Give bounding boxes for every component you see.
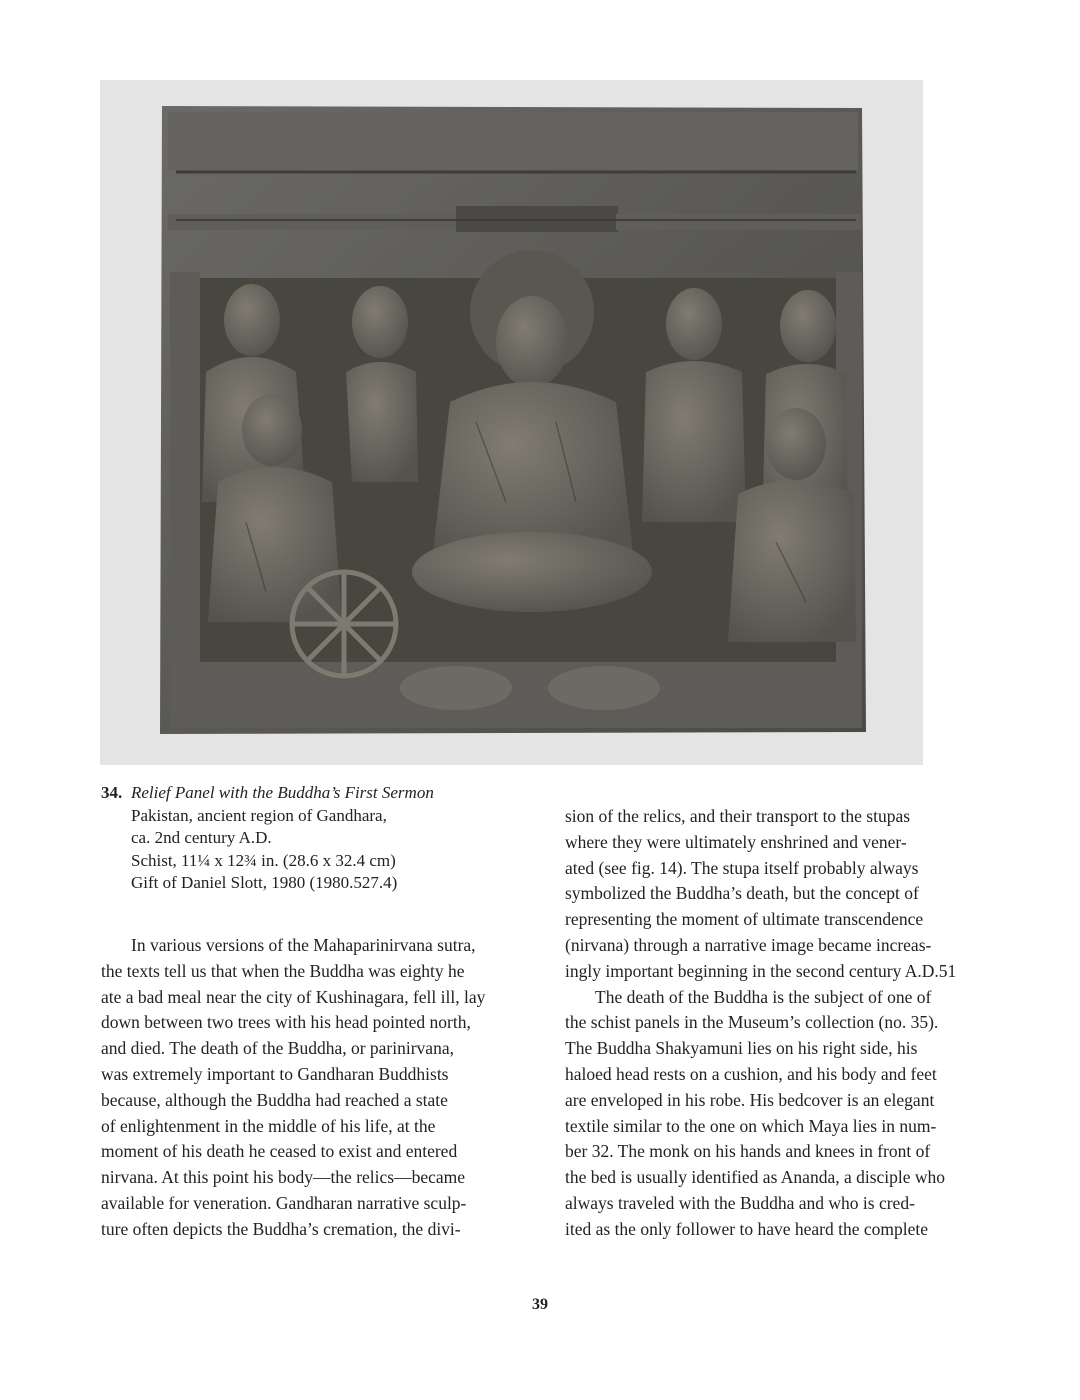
text-line: the texts tell us that when the Buddha was eighty he — [101, 960, 465, 981]
figure-photo — [100, 80, 923, 765]
text-line: are enveloped in his robe. His bedcover is an elegant — [565, 1089, 935, 1110]
text-line: ated (see fig. 14). The stupa itself probably always — [565, 857, 919, 878]
text-line: The Buddha Shakyamuni lies on his right side, his — [565, 1038, 918, 1059]
caption-line: Pakistan, ancient region of Gandhara, — [131, 805, 387, 825]
figure-number: 34. — [101, 783, 123, 802]
text-line: because, although the Buddha had reached a state — [101, 1089, 448, 1110]
caption-line: Schist, 11¼ x 12¾ in. (28.6 x 32.4 cm) — [131, 850, 396, 870]
figure-title: Relief Panel with the Buddha’s First Sermon — [131, 783, 434, 802]
text-line: of enlightenment in the middle of his life, at the — [101, 1115, 436, 1136]
caption-line: ca. 2nd century A.D. — [131, 828, 272, 847]
text-line: ate a bad meal near the city of Kushinagara, fell ill, lay — [101, 986, 486, 1007]
text-line: available for veneration. Gandharan narrative sculp- — [101, 1192, 467, 1213]
text-line: where they were ultimately enshrined and vener- — [565, 831, 907, 852]
text-line: textile similar to the one on which Maya lies in num- — [565, 1115, 937, 1136]
text-line: moment of his death he ceased to exist and entered — [101, 1141, 458, 1162]
text-line: was extremely important to Gandharan Buddhists — [101, 1063, 449, 1084]
caption-line: Gift of Daniel Slott, 1980 (1980.527.4) — [131, 873, 398, 892]
text-line: ture often depicts the Buddha’s cremation, the divi- — [101, 1218, 461, 1239]
text-line: down between two trees with his head pointed north, — [101, 1012, 471, 1033]
text-line: and died. The death of the Buddha, or parinirvana, — [101, 1038, 454, 1059]
text-line: the bed is usually identified as Ananda, a disciple who — [565, 1167, 946, 1188]
text-line: The death of the Buddha is the subject of one of — [595, 986, 932, 1007]
text-line: In various versions of the Mahaparinirvana sutra, — [131, 935, 476, 955]
text-line: ingly important beginning in the second century A.D.51 — [565, 960, 957, 981]
body-text-right-column — [565, 804, 983, 1243]
page-number: 39 — [532, 1296, 548, 1313]
figure-caption — [101, 782, 541, 895]
text-line: ited as the only follower to have heard the complete — [565, 1218, 928, 1239]
text-line: always traveled with the Buddha and who is cred- — [565, 1192, 915, 1213]
text-line: sion of the relics, and their transport to the stupas — [565, 806, 911, 826]
text-line: representing the moment of ultimate transcendence — [565, 909, 924, 930]
body-text-left-column — [101, 933, 531, 1243]
text-line: ber 32. The monk on his hands and knees in front of — [565, 1141, 931, 1162]
text-line: nirvana. At this point his body—the relics—became — [101, 1167, 466, 1188]
text-line: the schist panels in the Museum’s collection (no. 35). — [565, 1012, 939, 1033]
text-line: (nirvana) through a narrative image became increas- — [565, 934, 932, 955]
text-line: haloed head rests on a cushion, and his body and feet — [565, 1063, 937, 1084]
text-line: symbolized the Buddha’s death, but the concept of — [565, 883, 919, 904]
relief-panel-image — [156, 102, 868, 738]
